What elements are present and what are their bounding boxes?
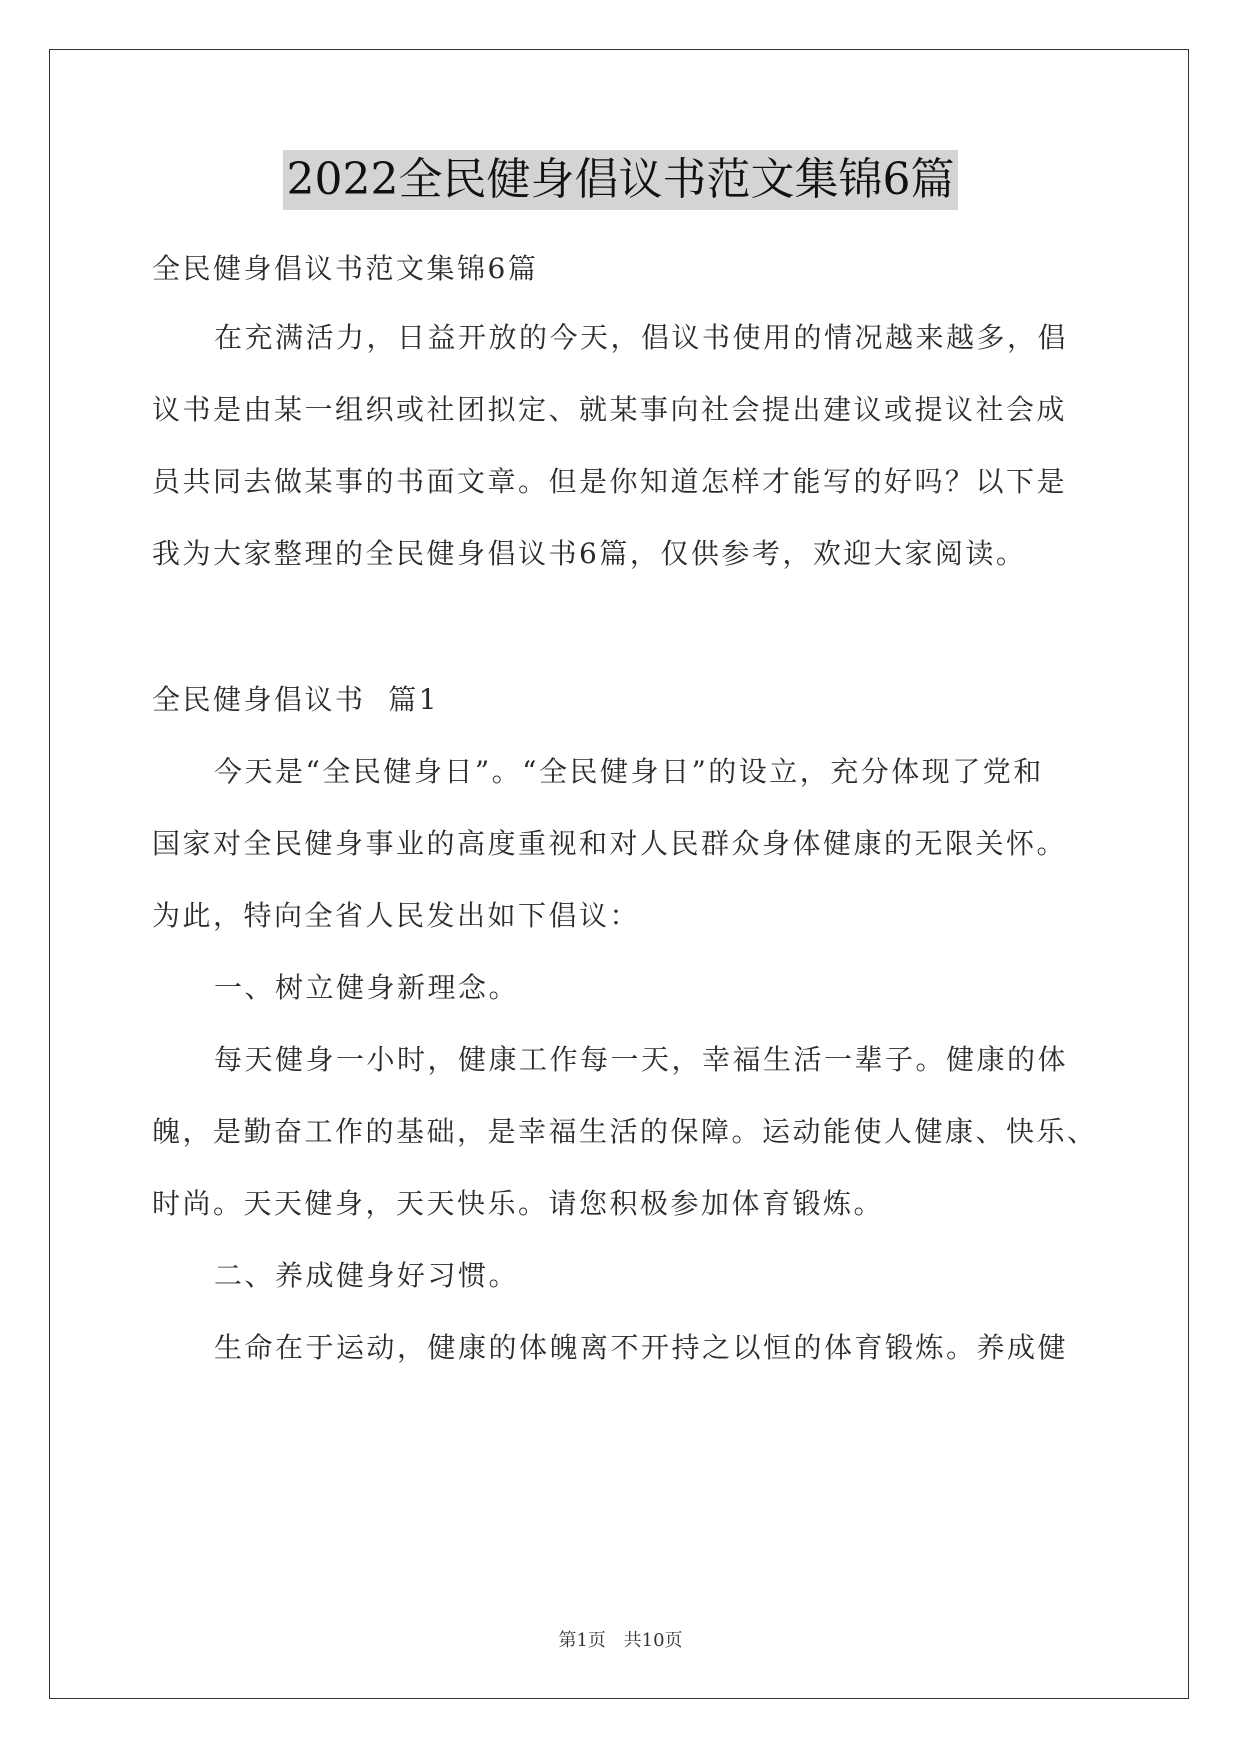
section-line-5: 每天健身一小时，健康工作每一天，幸福生活一辈子。健康的体 — [214, 1043, 1069, 1076]
intro-line-2: 议书是由某一组织或社团拟定、就某事向社会提出建议或提议社会成 — [152, 393, 1068, 426]
intro-line-4: 我为大家整理的全民健身倡议书6篇，仅供参考，欢迎大家阅读。 — [152, 537, 1027, 570]
section-line-1: 今天是“全民健身日”。“全民健身日”的设立，充分体现了党和 — [214, 755, 1044, 788]
section-line-7: 时尚。天天健身，天天快乐。请您积极参加体育锻炼。 — [152, 1187, 885, 1220]
section-heading: 全民健身倡议书 篇1 — [152, 683, 440, 716]
section-line-9: 生命在于运动，健康的体魄离不开持之以恒的体育锻炼。养成健 — [214, 1331, 1069, 1364]
page-border — [49, 49, 1189, 1699]
page-footer — [0, 1626, 1241, 1652]
page-total: 共10页 — [623, 1630, 683, 1651]
document-title: 2022全民健身倡议书范文集锦6篇 — [283, 150, 959, 210]
section-line-8: 二、养成健身好习惯。 — [214, 1259, 520, 1292]
intro-line-1: 在充满活力，日益开放的今天，倡议书使用的情况越来越多，倡 — [214, 321, 1069, 354]
section-line-6: 魄，是勤奋工作的基础，是幸福生活的保障。运动能使人健康、快乐、 — [152, 1115, 1098, 1148]
intro-line-3: 员共同去做某事的书面文章。但是你知道怎样才能写的好吗？以下是 — [152, 465, 1068, 498]
page-number: 第1页 — [558, 1630, 606, 1651]
section-line-3: 为此，特向全省人民发出如下倡议： — [152, 899, 641, 932]
section-line-4: 一、树立健身新理念。 — [214, 971, 520, 1004]
title-container — [0, 150, 1241, 210]
document-subtitle: 全民健身倡议书范文集锦6篇 — [152, 252, 539, 285]
section-line-2: 国家对全民健身事业的高度重视和对人民群众身体健康的无限关怀。 — [152, 827, 1068, 860]
